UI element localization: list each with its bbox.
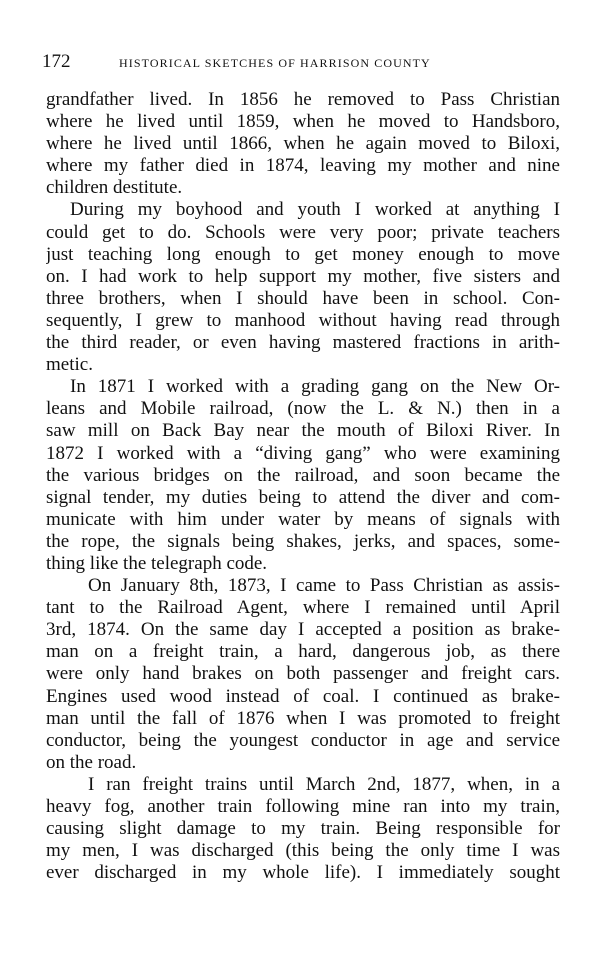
text-line: where he lived until 1859, when he moved to Handsboro, (46, 111, 560, 133)
page-header (42, 50, 562, 74)
text-line: thing like the telegraph code. (46, 552, 268, 574)
text-line: children destitute. (46, 177, 183, 199)
text-line: ever discharged in my whole life). I immediately sought (46, 862, 560, 884)
text-line: causing slight damage to my train. Being responsible for (46, 818, 560, 840)
text-line: man until the fall of 1876 when I was promoted to freight (46, 707, 560, 729)
text-line: saw mill on Back Bay near the mouth of Biloxi River. In (46, 420, 560, 442)
text-line: on. I had work to help support my mother, five sisters and (46, 265, 560, 287)
text-line: metic. (46, 354, 93, 376)
text-line: tant to the Railroad Agent, where I remained until April (46, 597, 560, 619)
body-text (46, 89, 560, 884)
text-line: conductor, being the youngest conductor in age and service (46, 729, 560, 751)
text-line: just teaching long enough to get money enough to move (46, 243, 560, 265)
text-line: my men, I was discharged (this being the only time I was (46, 840, 560, 862)
text-line: municate with him under water by means of signals with (46, 508, 560, 530)
text-line: leans and Mobile railroad, (now the L. & N.) then in a (46, 398, 560, 420)
text-line: 1872 I worked with a “diving gang” who were examining (46, 442, 560, 464)
text-line: where my father died in 1874, leaving my mother and nine (46, 155, 560, 177)
page-number: 172 (42, 51, 71, 72)
text-line: 3rd, 1874. On the same day I accepted a position as brake- (46, 619, 560, 641)
text-line: Engines used wood instead of coal. I continued as brake- (46, 685, 560, 707)
text-line: the rope, the signals being shakes, jerks, and spaces, some- (46, 530, 560, 552)
paragraph-first-line: On January 8th, 1873, I came to Pass Christian as assis- (88, 575, 560, 597)
running-head: HISTORICAL SKETCHES OF HARRISON COUNTY (119, 56, 431, 70)
text-line: man on a freight train, a hard, dangerous job, as there (46, 641, 560, 663)
paragraph-first-line: In 1871 I worked with a grading gang on the New Or- (70, 376, 560, 398)
text-line: where he lived until 1866, when he again moved to Biloxi, (46, 133, 560, 155)
text-line: heavy fog, another train following mine ran into my train, (46, 796, 560, 817)
text-line: on the road. (46, 751, 137, 773)
paragraph-first-line: During my boyhood and youth I worked at anything I (70, 199, 560, 221)
text-line: three brothers, when I should have been in school. Con- (46, 287, 560, 309)
text-line: the third reader, or even having mastered fractions in arith- (46, 332, 560, 354)
text-line: grandfather lived. In 1856 he removed to Pass Christian (46, 89, 560, 110)
text-line: were only hand brakes on both passenger and freight cars. (46, 663, 560, 685)
text-line: sequently, I grew to manhood without having read through (46, 309, 560, 331)
text-line: could get to do. Schools were very poor; private teachers (46, 221, 560, 243)
text-line: the various bridges on the railroad, and soon became the (46, 464, 560, 486)
paragraph-first-line: I ran freight trains until March 2nd, 1877, when, in a (88, 773, 560, 795)
text-line: signal tender, my duties being to attend the diver and com- (46, 486, 560, 508)
